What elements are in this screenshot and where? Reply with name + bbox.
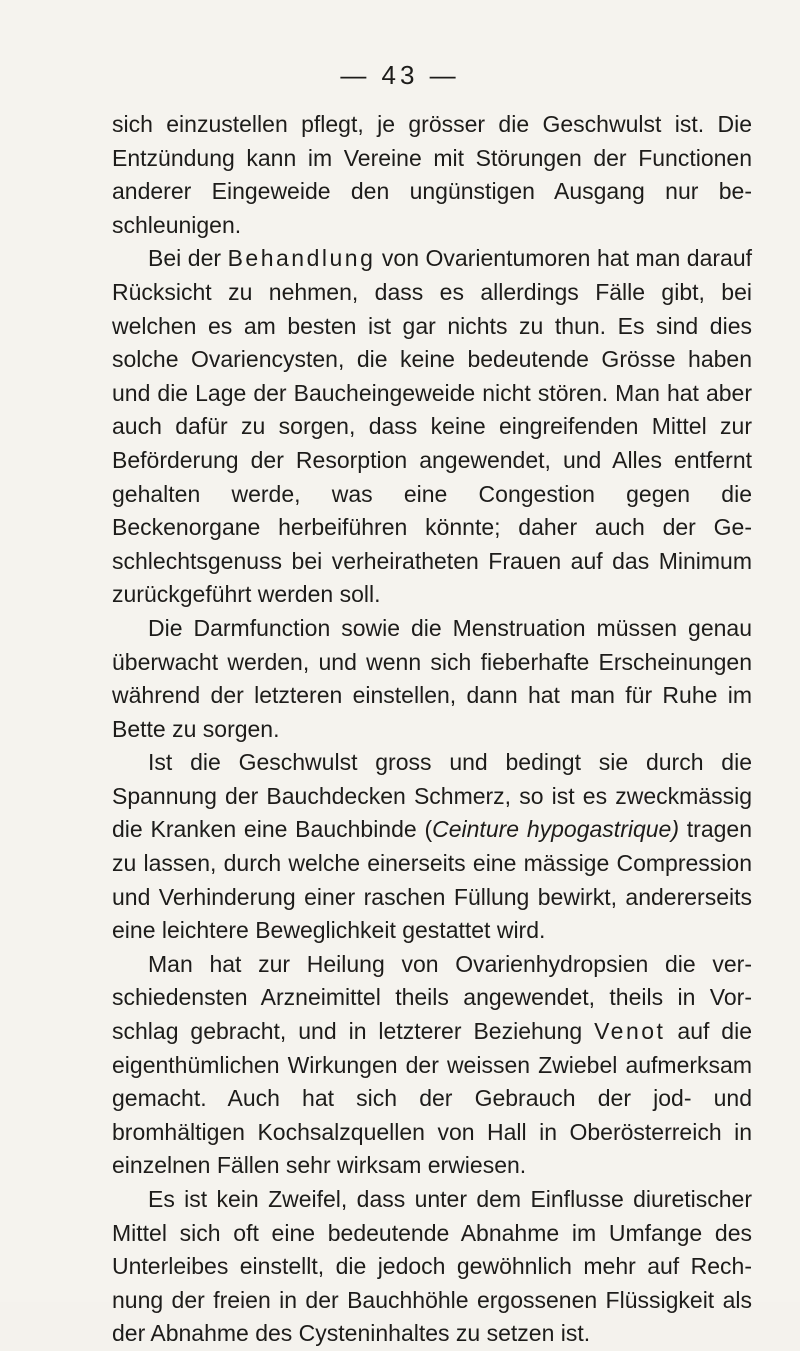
paragraph-4-post: tragen zu lassen, durch welche einerseits eine mässige Compression und Verhinderung einer raschen Füllung bewirkt, andererseits eine leichtere Beweglichkeit gestattet wird.	[112, 816, 752, 944]
paragraph-1: sich einzustellen pflegt, je grösser die Geschwulst ist. Die Entzündung kann im Vereine mit Störungen der Functionen anderer Eingeweide den ungünstigen Ausgang nur beschleunigen.	[112, 111, 752, 238]
paragraph-4-pre: Ist die Geschwulst gross und bedingt sie durch die Spannung der Bauchdecken Schmerz, so ist es zweckmässig die Kranken eine Bauchbinde (	[112, 749, 752, 843]
paragraph-5-pre: Man hat zur Heilung von Ovarienhydropsien die verschiedensten Arzneimittel theils angewendet, theils in Vorschlag gebracht, und in letzterer Beziehung	[112, 950, 752, 1045]
body-text	[112, 108, 752, 1351]
paragraph-5	[112, 948, 752, 1183]
paragraph-2	[112, 242, 752, 612]
paragraph-3: Die Darmfunction sowie die Menstruation müssen genau überwacht werden, und wenn sich fieberhafte Erscheinungen während der letzteren einstellen, dann hat man für Ruhe im Bette zu sorgen.	[112, 614, 752, 742]
paragraph-4	[112, 746, 752, 948]
emphasis-ceinture: Ceinture hypogastrique)	[432, 816, 679, 843]
paragraph-2-post: von Ovarientumoren hat man darauf Rücksicht zu nehmen, dass es allerdings Fälle gibt, bei welchen es am besten ist gar nichts zu thun. Es sind dies solche Ovariencysten, die keine bedeutende Grösse haben und die Lage der Baucheingeweide nicht stören. Man hat aber auch dafür zu sorgen, dass keine eingreifenden Mittel zur Beförderung der Resorption angewendet, und Alles entfernt gehalten werde, was eine Congestion gegen die Beckenorgane herbeiführen könnte; daher auch der Geschlechtsgenuss bei verheiratheten Frauen auf das Minimum zurückgeführt werden soll.	[112, 245, 753, 608]
paragraph-2-pre: Bei der	[148, 245, 228, 272]
paragraph-5-post: auf die eigenthümlichen Wirkungen der weissen Zwiebel aufmerksam gemacht. Auch hat sich der Gebrauch der jod- und bromhältigen Kochsalzquellen von Hall in Oberösterreich in einzelnen Fällen sehr wirksam erwiesen.	[112, 1018, 753, 1179]
page-number: — 43 —	[340, 60, 460, 90]
emphasis-venot: Venot	[594, 1018, 666, 1045]
paragraph-6: Es ist kein Zweifel, dass unter dem Einflusse diuretischer Mittel sich oft eine bedeutende Abnahme im Umfange des Unterleibes einstellt, die jedoch gewöhnlich mehr auf Rechnung der freien in der Bauchhöhle ergossenen Flüssigkeit als der Abnahme des Cysteninhaltes zu setzen ist.	[112, 1186, 752, 1347]
emphasis-behandlung: Behandlung	[227, 245, 376, 272]
